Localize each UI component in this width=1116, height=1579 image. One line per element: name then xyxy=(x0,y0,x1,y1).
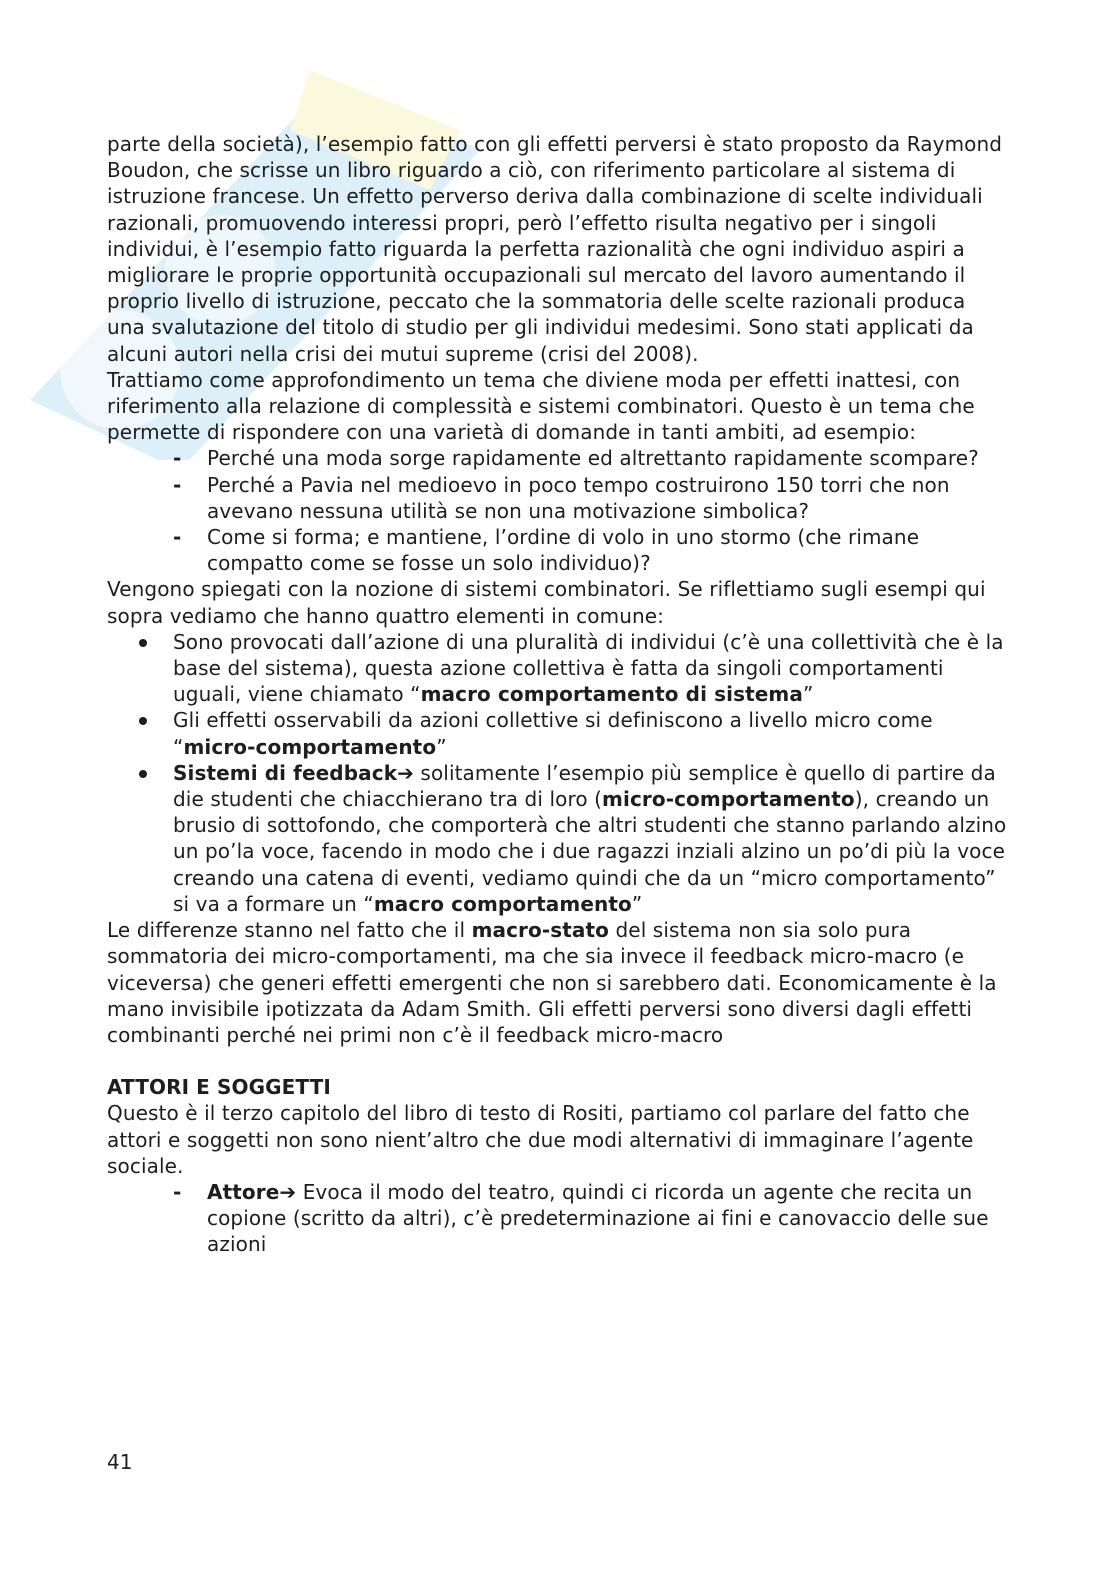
element-bold: micro-comportamento xyxy=(602,787,855,812)
element-text: ” xyxy=(631,891,643,916)
list-item xyxy=(107,524,1007,576)
section-paragraph: Questo è il terzo capitolo del libro di testo di Rositi, partiamo col parlare del fatto che attori e soggetti non sono nient’altro che due modi alternativi di immaginare l’agente sociale. xyxy=(107,1101,974,1178)
element-bold: macro comportamento di sistema xyxy=(420,682,803,707)
section-heading: ATTORI E SOGGETTI xyxy=(107,1075,331,1100)
list-item xyxy=(107,1179,1007,1258)
elements-list xyxy=(107,629,1007,917)
list-item xyxy=(107,445,1007,471)
element-bold: micro-comportamento xyxy=(183,734,437,759)
element-text: ” xyxy=(802,682,814,707)
differences-paragraph xyxy=(107,917,1007,1048)
question-text: Come si forma; e mantiene, l’ordine di volo in uno stormo (che rimane compatto come se fosse un solo individuo)? xyxy=(207,525,920,576)
arrow-icon: ➔ xyxy=(279,1179,297,1204)
document-page xyxy=(107,131,1007,1258)
element-text: Gli effetti osservabili da azioni collettive si definiscono a livello micro come “ xyxy=(173,708,933,759)
paragraph-text: Le differenze stanno nel fatto che il xyxy=(107,918,472,943)
definitions-list xyxy=(107,1179,1007,1258)
question-text: Perché una moda sorge rapidamente ed altrettanto rapidamente scompare? xyxy=(207,446,979,471)
dash-marker: - xyxy=(173,525,182,550)
list-item xyxy=(107,629,1007,708)
page-number: 41 xyxy=(107,1450,133,1474)
element-text: ” xyxy=(436,734,447,759)
list-item xyxy=(107,760,1007,917)
element-text: Sono provocati dall’azione di una pluralità di individui (c’è una collettività che è la base del sistema), questa azione collettiva è fatta da singoli comportamenti uguali, viene chiamato “ xyxy=(173,629,1004,707)
topic-paragraph: Trattiamo come approfondimento un tema che diviene moda per effetti inattesi, con riferimento alla relazione di complessità e sistemi combinatori. Questo è un tema che permette di rispondere con una varietà di domande in tanti ambiti, ad esempio: xyxy=(107,367,975,445)
element-bold: Sistemi di feedback xyxy=(173,760,398,785)
element-bold: macro comportamento xyxy=(373,891,632,916)
element-text: solitamente l’esempio più semplice è quello di partire da die studenti che chiacchierano tra di loro ( xyxy=(173,760,996,812)
term-bold: Attore xyxy=(207,1179,280,1204)
bullet-icon xyxy=(139,717,147,725)
question-text: Perché a Pavia nel medioevo in poco tempo costruirono 150 torri che non avevano nessuna utilità se non una motivazione simbolica? xyxy=(207,472,950,523)
bullet-icon xyxy=(139,770,147,778)
list-item xyxy=(107,707,1007,759)
arrow-icon: ➔ xyxy=(397,760,414,785)
element-text: ), creando un brusio di sottofondo, che comporterà che altri studenti che stanno parlando alzino un po’la voce, facendo in modo che i due ragazzi inziali alzino un po’di più la voce creando una catena di eventi, vediamo quindi che da un “micro comportamento” si va a formare un “ xyxy=(173,787,1007,916)
definition-text: Evoca il modo del teatro, quindi ci ricorda un agente che recita un copione (scritto da altri), c’è predeterminazione ai fini e canovaccio delle sue azioni xyxy=(207,1179,989,1257)
explain-paragraph: Vengono spiegati con la nozione di sistemi combinatori. Se riflettiamo sugli esempi qui sopra vediamo che hanno quattro elementi in comune: xyxy=(107,577,986,628)
dash-marker: - xyxy=(173,1179,182,1204)
intro-paragraph: parte della società), l’esempio fatto con gli effetti perversi è stato proposto da Raymond Boudon, che scrisse un libro riguardo a ciò, con riferimento particolare al sistema di istruzione francese. Un effetto perverso deriva dalla combinazione di scelte individuali razionali, promuovendo interessi propri, però l’effetto risulta negativo per i singoli individui, è l’esempio fatto riguarda la perfetta razionalità che ogni individuo aspiri a migliorare le proprie opportunità occupazionali sul mercato del lavoro aumentando il proprio livello di istruzione, peccato che la sommatoria delle scelte razionali produca una svalutazione del titolo di studio per gli individui medesimi. Sono stati applicati da alcuni autori nella crisi dei mutui supreme (crisi del 2008). xyxy=(107,132,1003,366)
dash-marker: - xyxy=(173,446,182,471)
bullet-icon xyxy=(139,639,147,647)
list-item xyxy=(107,472,1007,524)
paragraph-bold: macro-stato xyxy=(471,918,610,943)
questions-list xyxy=(107,445,1007,576)
dash-marker: - xyxy=(173,472,182,497)
paragraph-text: del sistema non sia solo pura sommatoria dei micro-comportamenti, ma che sia invece il feedback micro-macro (e viceversa) che generi effetti emergenti che non si sarebbero dati. Economicamente è la mano invisibile ipotizzata da Adam Smith. Gli effetti perversi sono diversi dagli effetti combinanti perché nei primi non c’è il feedback micro-macro xyxy=(107,918,997,1047)
